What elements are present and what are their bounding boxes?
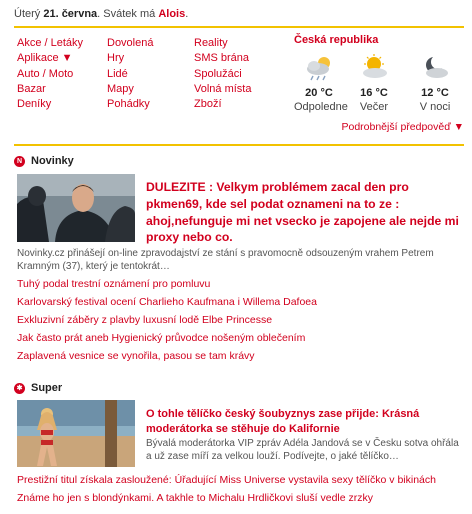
weather-title[interactable]: Česká republika	[294, 34, 379, 46]
nameday-end: .	[185, 8, 189, 20]
novinky-logo-icon: N	[14, 156, 25, 167]
super-title[interactable]: Super	[31, 382, 63, 394]
date: 21. června	[43, 8, 98, 20]
super-related-2[interactable]: Známe ho jen s blondýnkami. A takhle to Michalu Hrdličkovi sluší vedle zrzky	[17, 492, 373, 504]
links-column-1	[17, 36, 83, 112]
super-logo-icon: ✱	[14, 383, 25, 394]
detailed-forecast-link[interactable]: Podrobnější předpověď ▼	[341, 121, 464, 133]
day-name: Úterý	[14, 8, 41, 20]
super-perex: Bývalá moderátorka VIP zpráv Adéla Jandová se v Česku sotva ohřála a už zase míří za velkou louží. Podívejte, o jaké tělíčko…	[146, 438, 459, 462]
weather-night[interactable]	[410, 54, 460, 113]
super-thumbnail[interactable]	[17, 400, 135, 467]
link-auto-moto[interactable]: Auto / Moto	[17, 67, 74, 80]
nameday-link[interactable]: Alois	[158, 8, 186, 20]
novinky-thumbnail[interactable]	[17, 174, 135, 242]
link-bazar[interactable]: Bazar	[17, 82, 46, 95]
weather-evening[interactable]	[349, 54, 399, 113]
link-dovolena[interactable]: Dovolená	[107, 37, 154, 49]
link-zbozi[interactable]: Zboží	[194, 98, 222, 111]
novinky-related-2[interactable]: Karlovarský festival ocení Charlieho Kaufmana i Willema Dafoea	[17, 296, 317, 308]
novinky-perex: Novinky.cz přinášejí on-line zpravodajství ze stání s pravomocně odsouzeným vrahem Petrem Kramným (37), který je tentokrát…	[17, 248, 434, 272]
moon-cloud-icon	[419, 54, 451, 82]
super-related-1[interactable]: Prestižní titul získala zasloužené: Úřadující Miss Universe vystavila sexy tělíčko v bikinách	[17, 474, 436, 486]
novinky-related-1[interactable]: Tuhý podal trestní oznámení pro pomluvu	[17, 278, 211, 290]
novinky-related-3[interactable]: Exkluzivní záběry z plavby luxusní lodě Elbe Princesse	[17, 314, 273, 326]
temp-afternoon: 20 °C	[305, 87, 333, 99]
cloud-rain-icon	[303, 54, 335, 82]
novinky-title[interactable]: Novinky	[31, 155, 74, 167]
temp-evening: 16 °C	[360, 87, 388, 99]
label-night: V noci	[419, 101, 451, 113]
link-spoluzaci[interactable]: Spolužáci	[194, 67, 242, 80]
link-hry[interactable]: Hry	[107, 52, 125, 65]
label-evening: Večer	[359, 101, 389, 113]
link-mapy[interactable]: Mapy	[107, 82, 134, 95]
divider	[14, 144, 464, 146]
link-volna-mista[interactable]: Volná místa	[194, 82, 252, 95]
link-akce-letaky[interactable]: Akce / Letáky	[17, 37, 84, 49]
novinky-related-5[interactable]: Zaplavená vesnice se vynořila, pasou se tam krávy	[17, 350, 255, 362]
weather-afternoon[interactable]	[294, 54, 348, 113]
link-sms-brana[interactable]: SMS brána	[194, 52, 250, 65]
temp-night: 12 °C	[421, 87, 449, 99]
link-aplikace[interactable]: Aplikace ▼	[17, 52, 73, 65]
link-pohadky[interactable]: Pohádky	[107, 98, 150, 111]
novinky-headline[interactable]: DULEZITE : Velkym problémem zacal den pro pkmen69, kde sel podat oznameni na to ze : ahoj,nefunguje mi net vsecko je zapojene ale nejde mi proxy nebo co.	[146, 180, 459, 245]
weather-widget	[294, 34, 466, 113]
label-afternoon: Odpoledne	[294, 101, 348, 113]
novinky-related-4[interactable]: Jak často prát aneb Hygienický průvodce nošeným oblečením	[17, 332, 306, 344]
links-column-2	[107, 36, 153, 112]
super-headline[interactable]: O tohle tělíčko český šoubyznys zase přijde: Krásná moderátorka se stěhuje do Kalifornie	[146, 408, 420, 435]
links-column-3	[194, 36, 251, 112]
sun-cloud-icon	[358, 54, 390, 82]
link-lide[interactable]: Lidé	[107, 67, 128, 80]
link-reality[interactable]: Reality	[194, 37, 228, 49]
nameday-label: . Svátek má	[97, 8, 156, 20]
date-bar	[14, 8, 464, 28]
link-deniky[interactable]: Deníky	[17, 98, 52, 111]
